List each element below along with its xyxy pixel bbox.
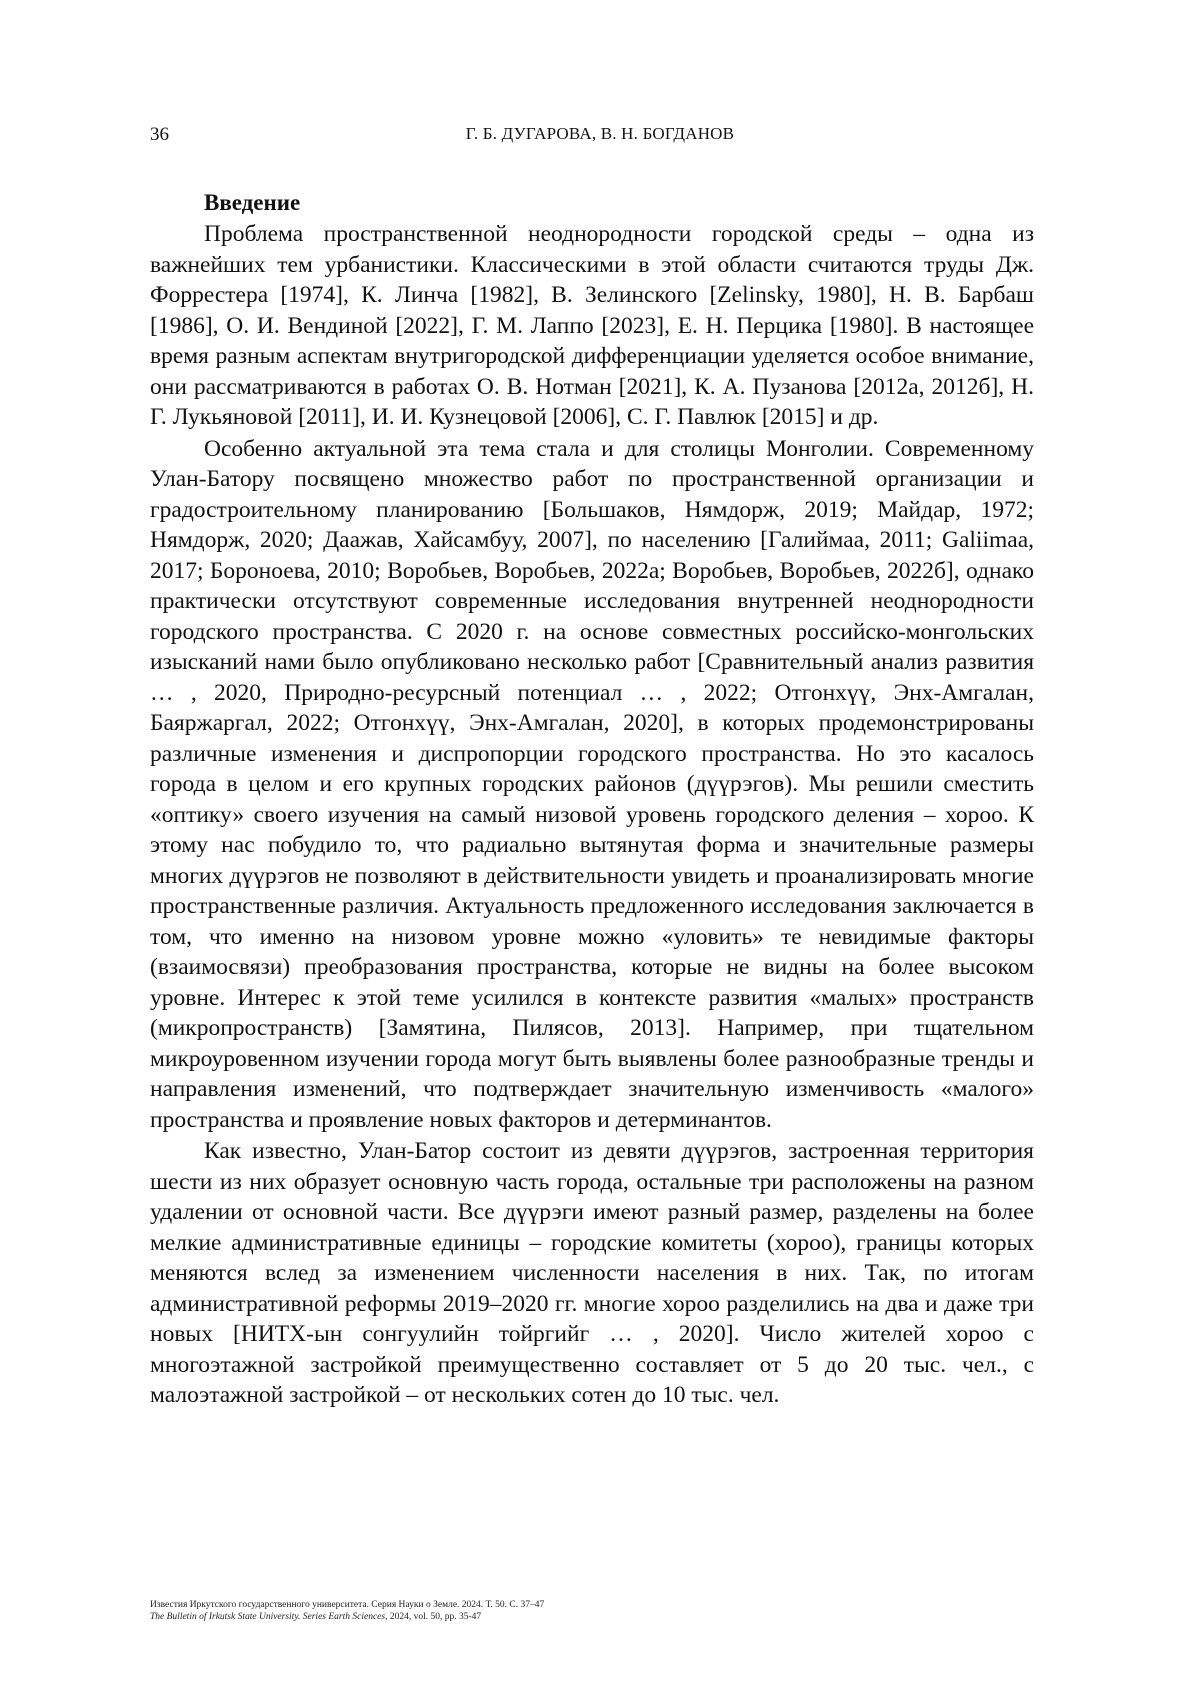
article-body [150, 188, 1034, 1411]
page-number: 36 [150, 124, 169, 146]
paragraph-2: Особенно актуальной эта тема стала и для столицы Монголии. Современному Улан-Батору посвящено множество работ по пространственной организации и градостроительному планированию [Большаков, Нямдорж, 2019; Майдар, 1972; Нямдорж, 2020; Даажав, Хайсамбуу, 2007], по населению [Галиймаа, 2011; Galiimaa, 2017; Бороноева, 2010; Воробьев, Воробьев, 2022а; Воробьев, Воробьев, 2022б], однако практически отсутствуют современные исследования внутренней неоднородности городского пространства. С 2020 г. на основе совместных российско-монгольских изысканий нами было опубликовано несколько работ [Сравнительный анализ развития … , 2020, Природно-ресурсный потенциал … , 2022; Отгонхүү, Энх-Амгалан, Баяржаргал, 2022; Отгонхүү, Энх-Амгалан, 2020], в которых продемонстрированы различные изменения и диспропорции городского пространства. Но это касалось города в целом и его крупных городских районов (дүүрэгов). Мы решили сместить «оптику» своего изучения на самый низовой уровень городского деления – хороо. К этому нас побудило то, что радиально вытянутая форма и значительные размеры многих дүүрэгов не позволяют в действительности увидеть и проанализировать многие пространственные различия. Актуальность предложенного исследования заключается в том, что именно на низовом уровне можно «уловить» те невидимые факторы (взаимосвязи) преобразования пространства, которые не видны на более высоком уровне. Интерес к этой теме усилился в контексте развития «малых» пространств (микропространств) [Замятина, Пилясов, 2013]. Например, при тщательном микроуровенном изучении города могут быть выявлены более разнообразные тренды и направления изменений, что подтверждает значительную изменчивость «малого» пространства и проявление новых факторов и детерминантов. [150, 434, 1034, 1136]
section-title: Введение [204, 188, 1034, 219]
paragraph-3: Как известно, Улан-Батор состоит из девяти дүүрэгов, застроенная территория шести из них образует основную часть города, остальные три расположены на разном удалении от основной части. Все дүүрэги имеют разный размер, разделены на более мелкие административные единицы – городские комитеты (хороо), границы которых меняются вслед за изменением численности населения в них. Так, по итогам административной реформы 2019–2020 гг. многие хороо разделились на два и даже три новых [НИТХ-ын сонгуулийн тойргийг … , 2020]. Число жителей хороо с многоэтажной застройкой преимущественно составляет от 5 до 20 тыс. чел., с малоэтажной застройкой – от нескольких сотен до 10 тыс. чел. [150, 1136, 1034, 1411]
footer-en-citation [150, 1611, 544, 1623]
paragraph-1: Проблема пространственной неоднородности городской среды – одна из важнейших тем урбанистики. Классическими в этой области считаются труды Дж. Форрестера [1974], К. Линча [1982], В. Зелинского [Zelinsky, 1980], Н. В. Барбаш [1986], О. И. Вендиной [2022], Г. М. Лаппо [2023], Е. Н. Перцика [1980]. В настоящее время разным аспектам внутригородской дифференциации уделяется особое внимание, они рассматриваются в работах О. В. Нотман [2021], К. А. Пузанова [2012а, 2012б], Н. Г. Лукьяновой [2011], И. И. Кузнецовой [2006], С. Г. Павлюк [2015] и др. [150, 219, 1034, 433]
footer-ru-citation: Известия Иркутского государственного университета. Серия Науки о Земле. 2024. Т. 50. С. 37–47 [150, 1599, 544, 1611]
running-head: Г. Б. ДУГАРОВА, В. Н. БОГДАНОВ [0, 124, 1200, 144]
journal-footer [150, 1599, 544, 1623]
footer-en-journal: The Bulletin of Irkutsk State University. Series Earth Sciences [150, 1612, 385, 1622]
footer-en-details: , 2024, vol. 50, pp. 35-47 [385, 1612, 481, 1622]
